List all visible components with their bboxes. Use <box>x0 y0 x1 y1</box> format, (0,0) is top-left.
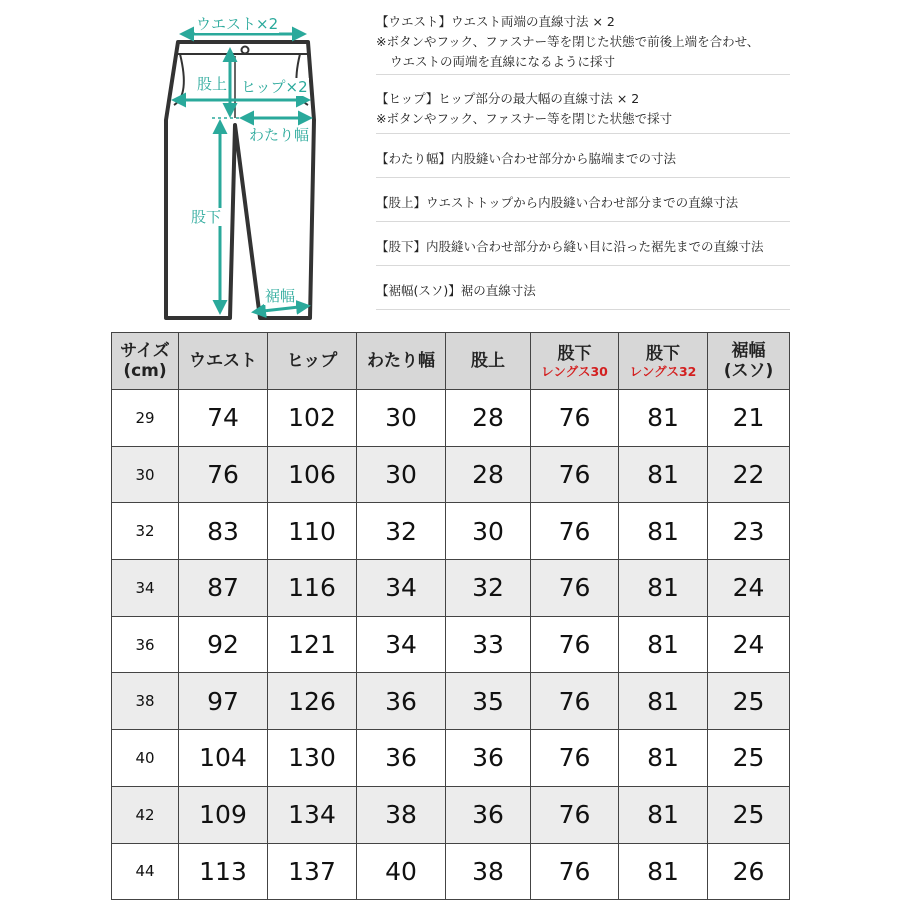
measurement-cell: 24 <box>708 616 790 673</box>
table-body <box>112 390 790 900</box>
measurement-cell: 126 <box>268 673 357 730</box>
measurement-cell: 81 <box>619 673 708 730</box>
measurement-cell: 28 <box>446 446 531 503</box>
column-header-label: ヒップ <box>286 351 338 371</box>
measurement-cell: 104 <box>179 730 268 787</box>
note-line: 【股下】内股縫い合わせ部分から縫い目に沿った裾先までの直線寸法 <box>376 239 764 254</box>
measurement-cell: 74 <box>179 390 268 447</box>
column-header-label: わたり幅 <box>367 351 435 371</box>
measurement-cell: 81 <box>619 560 708 617</box>
note-line: ※ボタンやフック、ファスナー等を閉じた状態で前後上端を合わせ、 <box>376 34 760 49</box>
measurement-cell: 76 <box>531 786 619 843</box>
measurement-cell: 109 <box>179 786 268 843</box>
measurement-cell: 92 <box>179 616 268 673</box>
size-cell: 42 <box>112 786 179 843</box>
note-inseam <box>376 222 790 266</box>
table-row <box>112 503 790 560</box>
measurement-cell: 130 <box>268 730 357 787</box>
column-header-sublabel: レングス32 <box>629 363 697 379</box>
measurement-cell: 76 <box>531 730 619 787</box>
measurement-notes <box>376 10 790 310</box>
measurement-cell: 121 <box>268 616 357 673</box>
table-row <box>112 390 790 447</box>
measurement-cell: 25 <box>708 730 790 787</box>
note-thigh <box>376 134 790 178</box>
measurement-cell: 76 <box>531 673 619 730</box>
measurement-cell: 81 <box>619 730 708 787</box>
measurement-cell: 116 <box>268 560 357 617</box>
table-row <box>112 673 790 730</box>
measurement-cell: 28 <box>446 390 531 447</box>
column-header <box>531 333 619 390</box>
column-header <box>708 333 790 390</box>
pants-outline <box>150 0 340 330</box>
hip-label: ヒップ×2 <box>241 78 308 96</box>
measurement-cell: 36 <box>357 673 446 730</box>
measurement-cell: 23 <box>708 503 790 560</box>
measurement-cell: 76 <box>531 503 619 560</box>
table-row <box>112 786 790 843</box>
note-line: 【ヒップ】ヒップ部分の最大幅の直線寸法 × 2 <box>376 91 640 106</box>
measurement-cell: 33 <box>446 616 531 673</box>
measurement-cell: 35 <box>446 673 531 730</box>
measurement-cell: 83 <box>179 503 268 560</box>
size-cell: 38 <box>112 673 179 730</box>
measurement-cell: 97 <box>179 673 268 730</box>
column-header-label: 股上 <box>471 351 505 371</box>
measurement-cell: 40 <box>357 843 446 900</box>
measurement-cell: 34 <box>357 560 446 617</box>
hem-label: 裾幅 <box>265 287 296 305</box>
measurement-cell: 81 <box>619 616 708 673</box>
size-cell: 44 <box>112 843 179 900</box>
measurement-cell: 113 <box>179 843 268 900</box>
measurement-cell: 26 <box>708 843 790 900</box>
note-line: 【股上】ウエストトップから内股縫い合わせ部分までの直線寸法 <box>376 195 739 210</box>
column-header-label: 股下 <box>557 343 592 364</box>
measurement-cell: 30 <box>357 446 446 503</box>
note-waist <box>376 10 790 75</box>
measurement-cell: 21 <box>708 390 790 447</box>
measurement-cell: 137 <box>268 843 357 900</box>
column-header-label-2: (cm) <box>123 361 167 381</box>
note-line: 【わたり幅】内股縫い合わせ部分から脇端までの寸法 <box>376 151 677 166</box>
measurement-cell: 81 <box>619 390 708 447</box>
measurement-cell: 76 <box>531 390 619 447</box>
measurement-cell: 36 <box>357 730 446 787</box>
measurement-cell: 36 <box>446 786 531 843</box>
column-header <box>357 333 446 390</box>
measurement-cell: 32 <box>357 503 446 560</box>
measurement-cell: 76 <box>531 446 619 503</box>
table-row <box>112 843 790 900</box>
measurement-cell: 38 <box>357 786 446 843</box>
table-row <box>112 446 790 503</box>
measurement-cell: 110 <box>268 503 357 560</box>
column-header-label: 股下 <box>646 343 680 364</box>
table-row <box>112 560 790 617</box>
size-cell: 36 <box>112 616 179 673</box>
measurement-cell: 102 <box>268 390 357 447</box>
measurement-cell: 106 <box>268 446 357 503</box>
column-header <box>112 333 179 390</box>
measurement-cell: 30 <box>446 503 531 560</box>
column-header <box>179 333 268 390</box>
note-line: ※ボタンやフック、ファスナー等を閉じた状態で採寸 <box>376 111 673 126</box>
measurement-cell: 32 <box>446 560 531 617</box>
size-cell: 40 <box>112 730 179 787</box>
measurement-cell: 24 <box>708 560 790 617</box>
column-header <box>619 333 708 390</box>
measurement-cell: 25 <box>708 673 790 730</box>
column-header <box>446 333 531 390</box>
size-cell: 29 <box>112 390 179 447</box>
measurement-cell: 25 <box>708 786 790 843</box>
note-line: 【裾幅(スソ)】裾の直線寸法 <box>376 283 536 298</box>
measurement-cell: 81 <box>619 446 708 503</box>
measurement-cell: 87 <box>179 560 268 617</box>
inseam-label: 股下 <box>191 208 222 226</box>
column-header-label: 裾幅 <box>731 341 766 361</box>
table-header-row <box>112 333 790 390</box>
column-header-label: サイズ <box>120 341 170 361</box>
size-cell: 30 <box>112 446 179 503</box>
note-rise <box>376 178 790 222</box>
note-hem <box>376 266 790 310</box>
measurement-cell: 30 <box>357 390 446 447</box>
column-header-sublabel: レングス30 <box>541 363 608 379</box>
note-line: ウエストの両端を直線になるように採寸 <box>390 54 616 69</box>
measurement-cell: 81 <box>619 503 708 560</box>
note-hip <box>376 75 790 134</box>
measurement-cell: 76 <box>531 843 619 900</box>
measurement-cell: 81 <box>619 843 708 900</box>
note-line: 【ウエスト】ウエスト両端の直線寸法 × 2 <box>376 14 615 29</box>
measurement-cell: 76 <box>531 560 619 617</box>
thigh-label: わたり幅 <box>249 126 310 144</box>
measurement-cell: 81 <box>619 786 708 843</box>
waist-label: ウエスト×2 <box>196 15 279 33</box>
column-header-label: ウエスト <box>189 351 257 371</box>
measurement-cell: 134 <box>268 786 357 843</box>
measurement-cell: 76 <box>531 616 619 673</box>
measurement-cell: 34 <box>357 616 446 673</box>
table-row <box>112 616 790 673</box>
size-cell: 34 <box>112 560 179 617</box>
column-header-label-2: (スソ) <box>723 361 774 381</box>
pants-diagram <box>150 0 340 330</box>
size-cell: 32 <box>112 503 179 560</box>
measurement-cell: 36 <box>446 730 531 787</box>
measurement-cell: 76 <box>179 446 268 503</box>
measurement-cell: 38 <box>446 843 531 900</box>
rise-label: 股上 <box>197 75 228 93</box>
measurement-cell: 22 <box>708 446 790 503</box>
table-row <box>112 730 790 787</box>
column-header <box>268 333 357 390</box>
size-chart-table <box>111 332 790 900</box>
